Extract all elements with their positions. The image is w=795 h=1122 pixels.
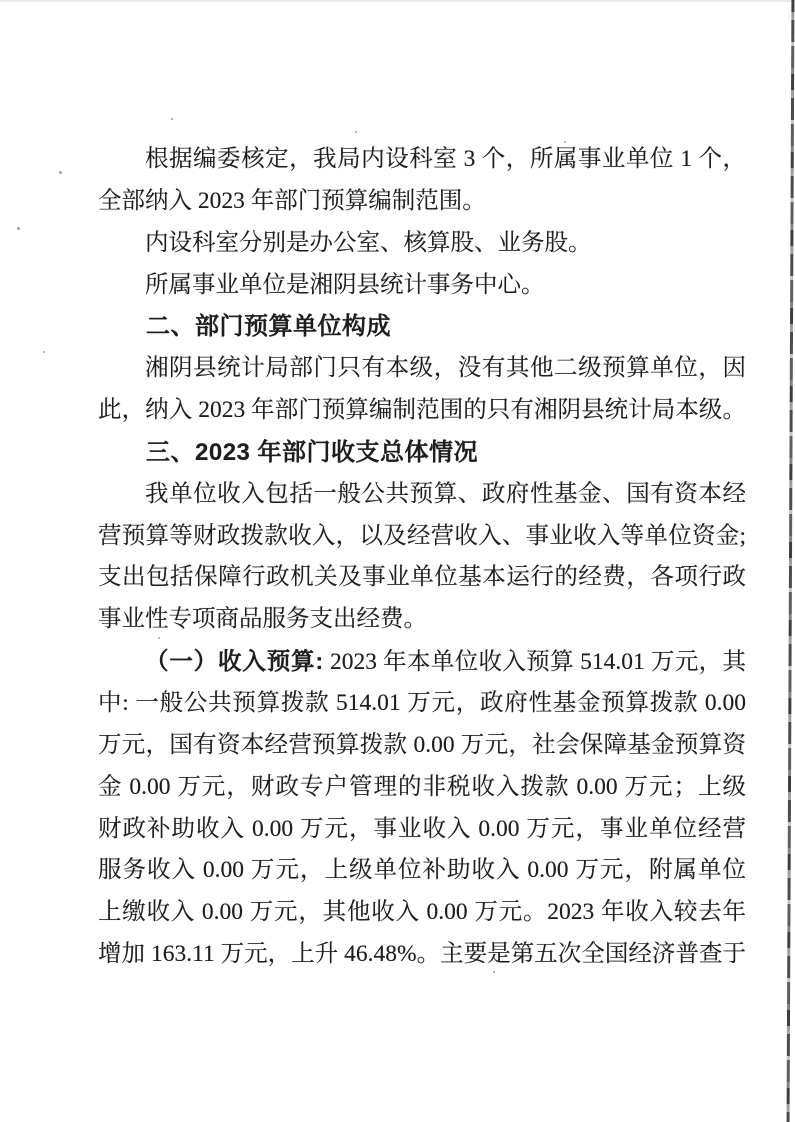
body-line: 万元，国有资本经营预算拨款 0.00 万元，社会保障基金预算资	[98, 731, 746, 758]
scan-speck	[355, 131, 357, 133]
body-line: 中: 一般公共预算拨款 514.01 万元，政府性基金预算拨款 0.00	[98, 689, 746, 716]
scan-right-edge-artifact	[787, 0, 795, 1122]
section-heading-unit-composition: 二、部门预算单位构成	[146, 313, 391, 341]
body-line: 支出包括保障行政机关及事业单位基本运行的经费，各项行政	[98, 564, 746, 591]
body-line: 服务收入 0.00 万元，上级单位补助收入 0.00 万元，附属单位	[98, 857, 746, 884]
body-line: 我单位收入包括一般公共预算、政府性基金、国有资本经	[145, 480, 746, 507]
body-line: 湘阴县统计局部门只有本级，没有其他二级预算单位，因	[145, 355, 746, 382]
body-line: 所属事业单位是湘阴县统计事务中心。	[145, 271, 545, 298]
section-heading-overall-budget: 三、2023 年部门收支总体情况	[146, 438, 479, 466]
scan-top-edge-artifact	[0, 0, 795, 2]
scan-speck	[59, 171, 62, 174]
body-line: 营预算等财政拨款收入，以及经营收入、事业收入等单位资金;	[98, 522, 746, 549]
body-line: 增加 163.11 万元，上升 46.48%。主要是第五次全国经济普查于	[98, 941, 746, 968]
scan-speck	[17, 227, 20, 230]
body-line: 内设科室分别是办公室、核算股、业务股。	[145, 229, 592, 256]
body-line-text: 2023 年本单位收入预算 514.01 万元，其	[323, 649, 746, 676]
body-line: 事业性专项商品服务支出经费。	[98, 606, 427, 633]
scan-speck	[171, 118, 173, 120]
body-line: 根据编委核定，我局内设科室 3 个，所属事业单位 1 个，	[145, 146, 746, 172]
body-line: 此，纳入 2023 年部门预算编制范围的只有湘阴县统计局本级。	[98, 397, 746, 424]
body-line: 全部纳入 2023 年部门预算编制范围。	[98, 187, 486, 214]
document-body	[98, 139, 746, 976]
body-line: 金 0.00 万元，财政专户管理的非税收入拨款 0.00 万元；上级	[98, 773, 746, 800]
subsection-label-income-budget: （一）收入预算:	[145, 648, 324, 675]
body-line	[98, 641, 746, 683]
body-line: 上缴收入 0.00 万元，其他收入 0.00 万元。2023 年收入较去年	[98, 899, 746, 926]
scan-speck	[43, 351, 45, 353]
body-line: 财政补助收入 0.00 万元，事业收入 0.00 万元，事业单位经营	[98, 815, 746, 842]
